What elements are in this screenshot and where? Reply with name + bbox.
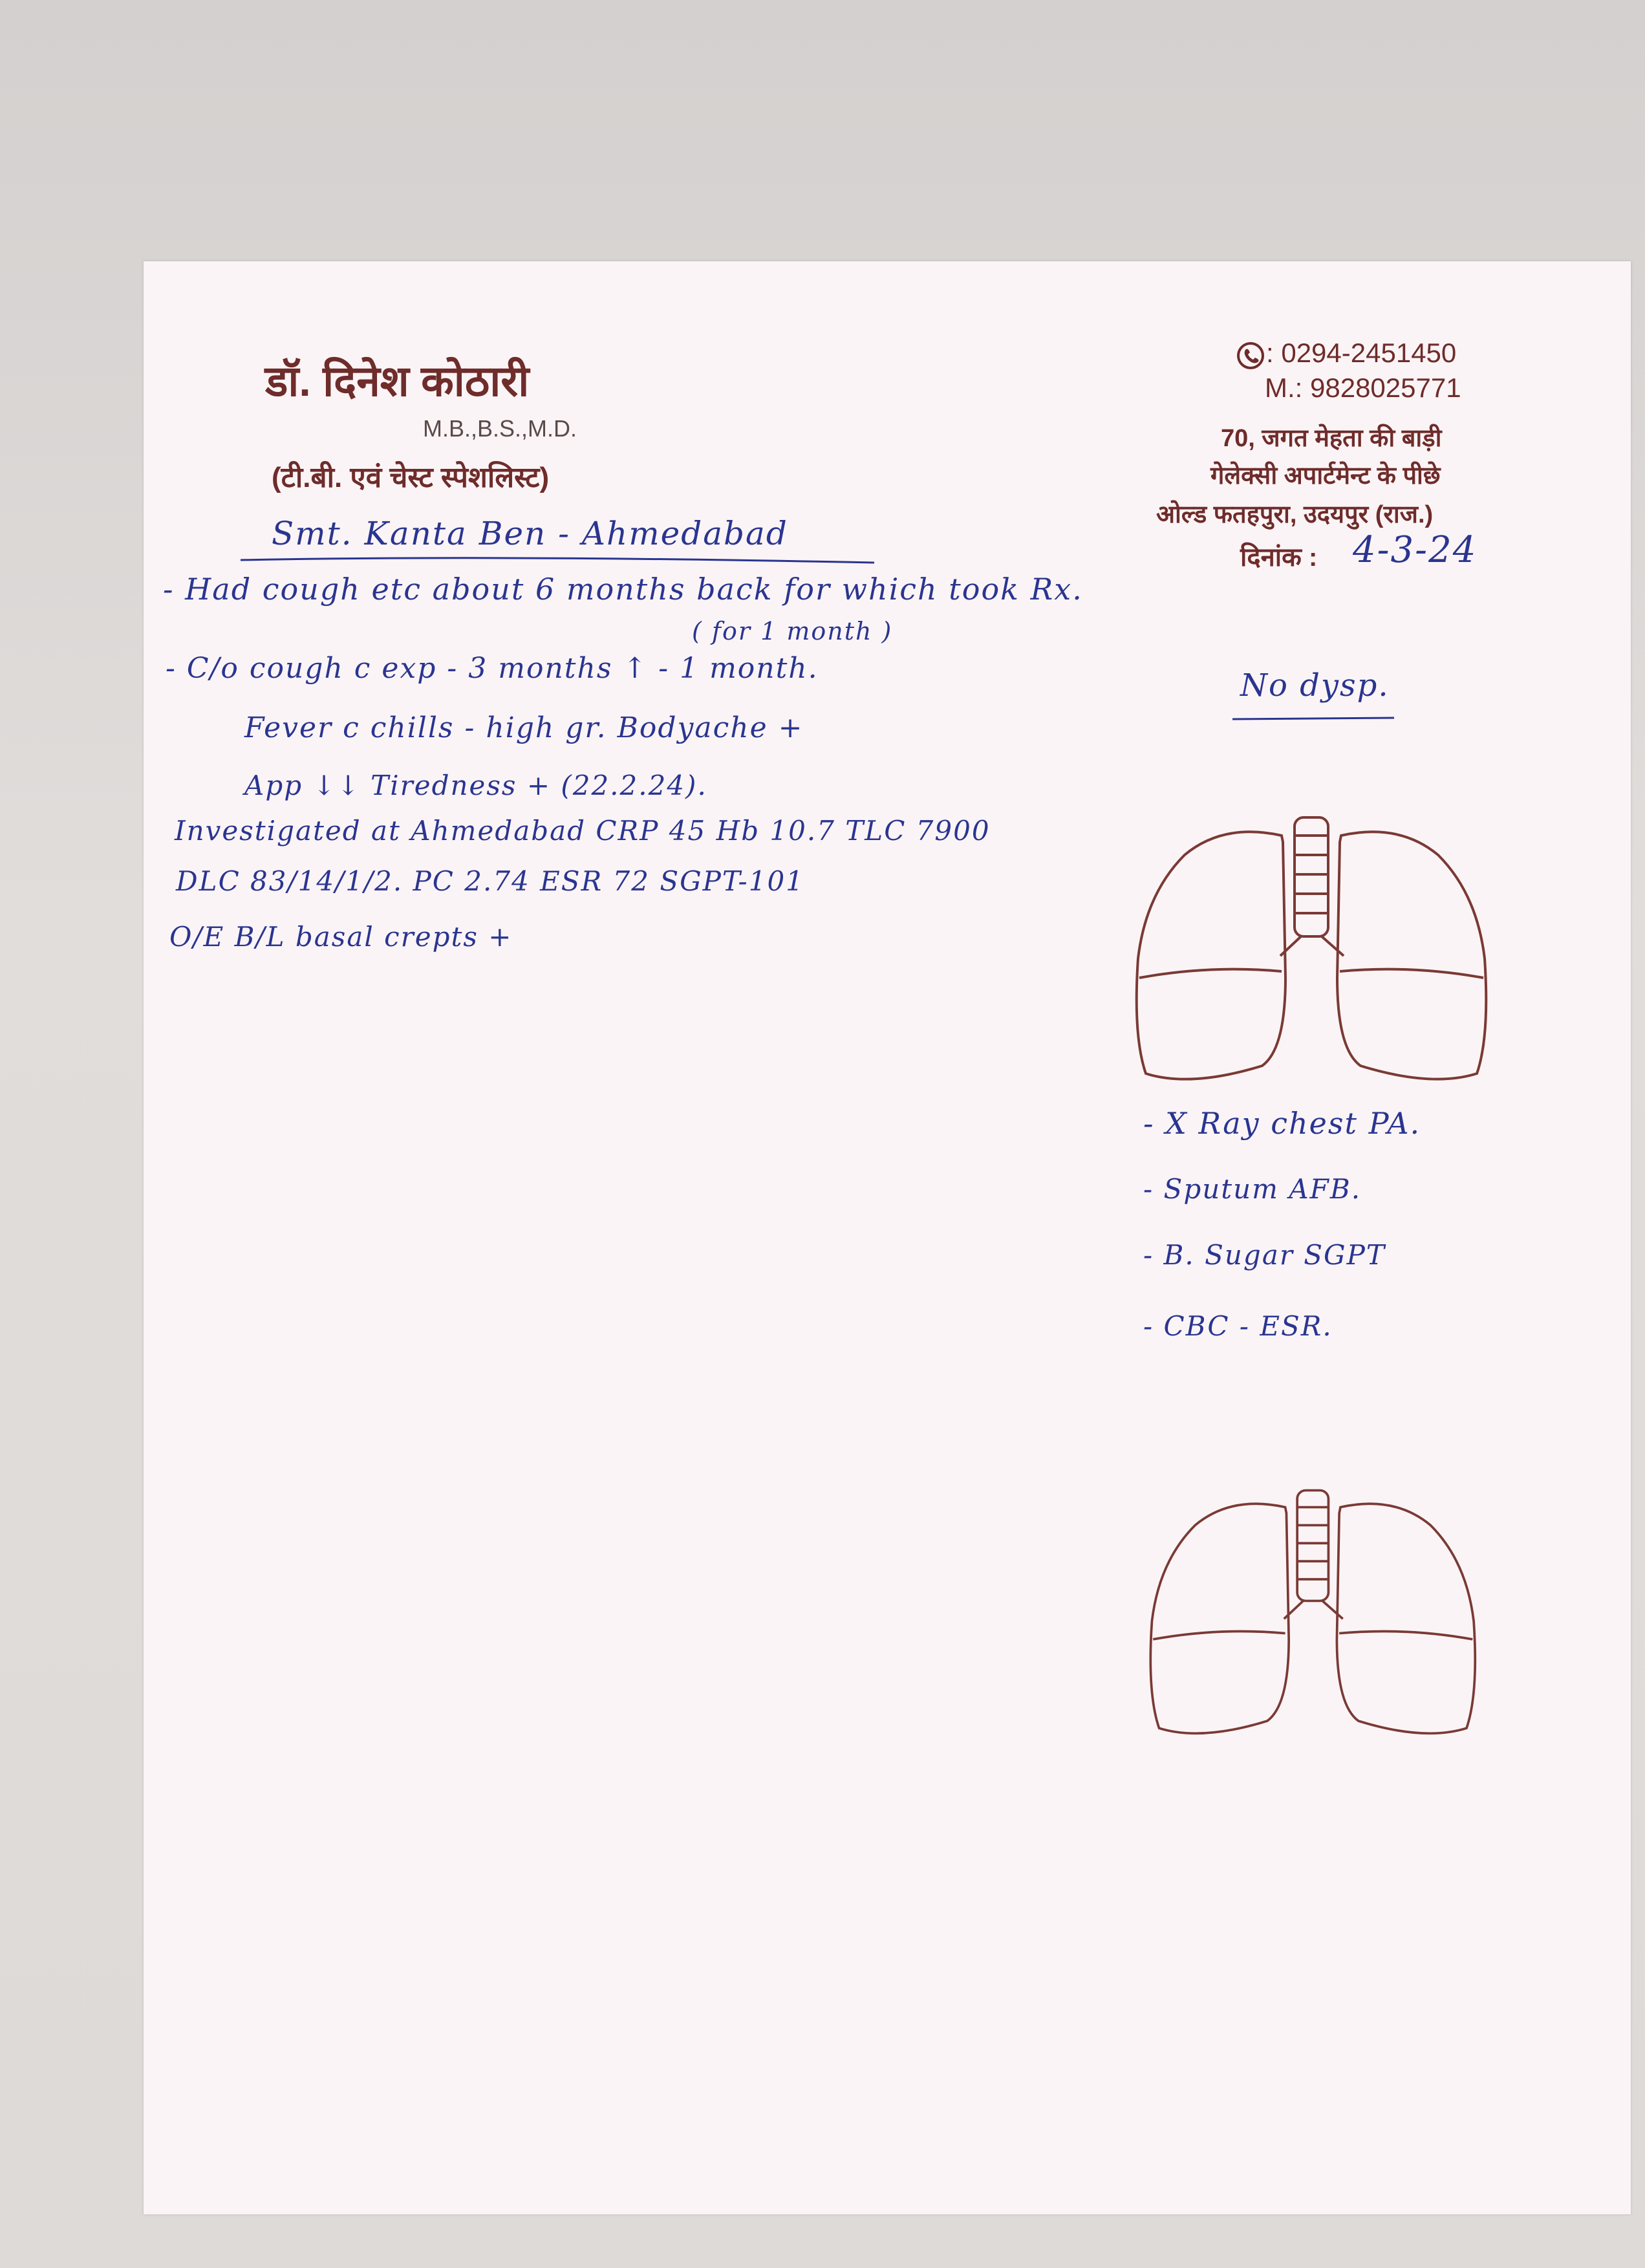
patient-name: Smt. Kanta Ben - Ahmedabad <box>272 515 788 552</box>
advice-item-1: - X Ray chest PA. <box>1143 1106 1421 1141</box>
lung-diagram-top <box>1133 816 1495 1101</box>
lung-diagram-bottom <box>1147 1482 1483 1760</box>
date-label: दिनांक : <box>1240 543 1318 572</box>
complaint-line-1: - C/o cough c exp - 3 months ↑ - 1 month. <box>166 652 819 685</box>
advice-item-2: - Sputum AFB. <box>1143 1173 1362 1205</box>
investigation-line-2: DLC 83/14/1/2. PC 2.74 ESR 72 SGPT-101 <box>176 865 804 897</box>
address-line-2: गेलेक्सी अपार्टमेन्ट के पीछे <box>1210 462 1441 490</box>
examination-finding: O/E B/L basal crepts + <box>169 921 513 953</box>
investigation-line-1: Investigated at Ahmedabad CRP 45 Hb 10.7 TLC 7900 <box>175 815 991 847</box>
patient-underline <box>241 554 887 567</box>
complaint-line-2: Fever c chills - high gr. Bodyache + <box>244 711 804 744</box>
complaint-line-3: App ↓↓ Tiredness + (22.2.24). <box>244 770 707 801</box>
phone-number: : 0294-2451450 <box>1266 338 1457 368</box>
side-note-underline <box>1232 714 1401 724</box>
advice-item-4: - CBC - ESR. <box>1143 1310 1333 1342</box>
address-line-3: ओल्ड फतहपुरा, उदयपुर (राज.) <box>1156 501 1434 528</box>
history-line-1: - Had cough etc about 6 months back for which took Rx. <box>163 572 1083 607</box>
mobile-number: M.: 9828025771 <box>1265 373 1461 403</box>
phone-icon <box>1236 341 1265 370</box>
specialty: (टी.बी. एवं चेस्ट स्पेशलिस्ट) <box>272 462 550 493</box>
prescription-sheet <box>144 261 1631 2214</box>
qualification: M.B.,B.S.,M.D. <box>423 415 577 442</box>
side-note: No dysp. <box>1240 667 1390 704</box>
advice-item-3: - B. Sugar SGPT <box>1143 1239 1386 1271</box>
handwritten-date: 4-3-24 <box>1353 529 1478 571</box>
history-line-1b: ( for 1 month ) <box>692 617 893 645</box>
address-line-1: 70, जगत मेहता की बाड़ी <box>1221 425 1442 452</box>
doctor-name: डॉ. दिनेश कोठारी <box>265 357 530 405</box>
